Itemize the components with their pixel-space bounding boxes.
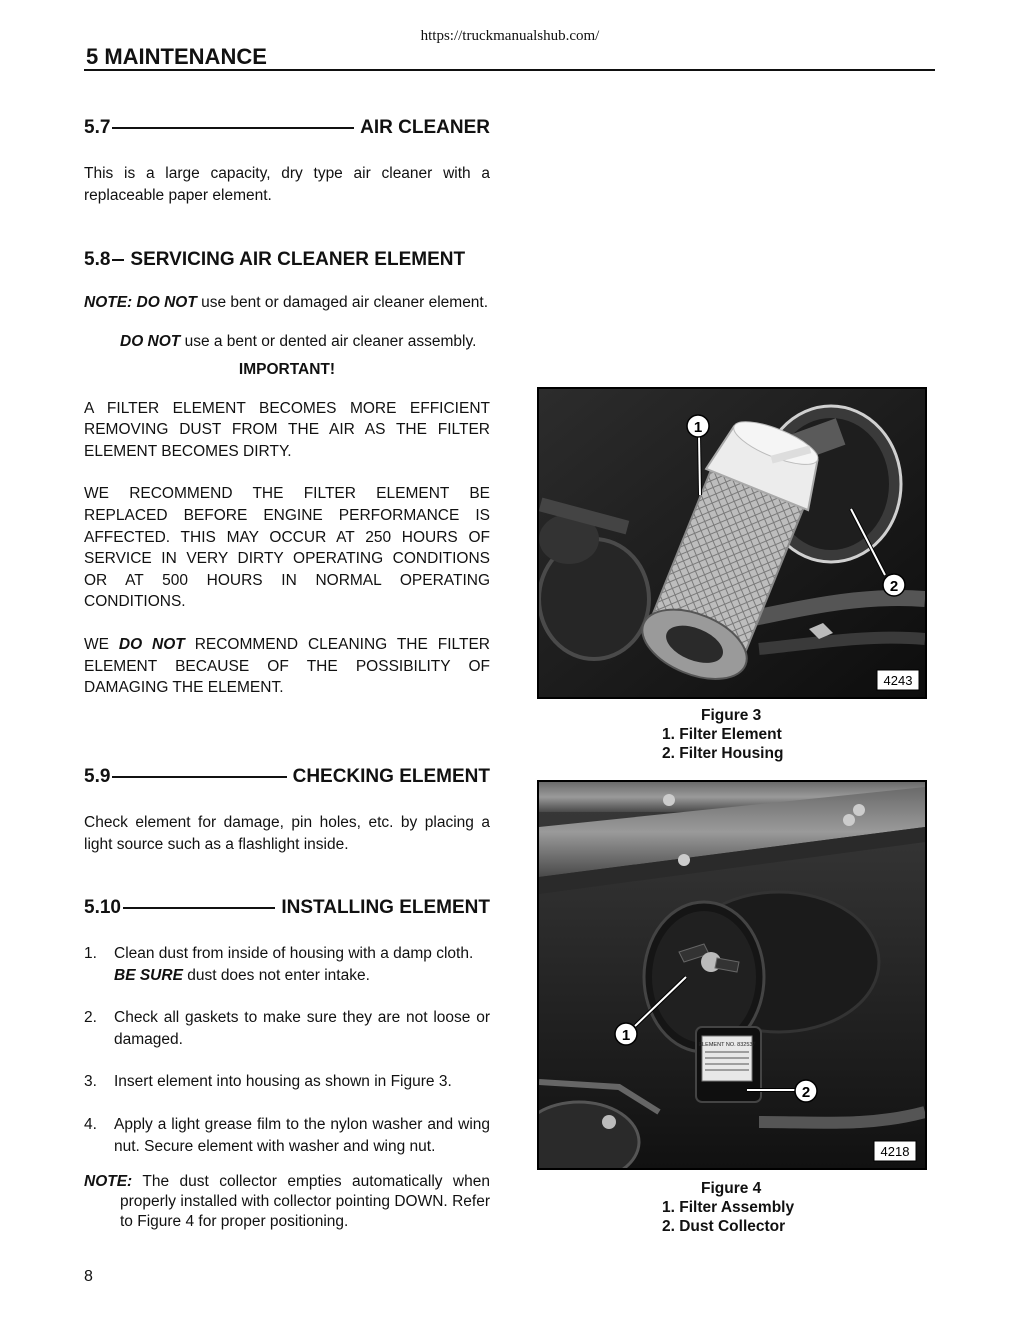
para-text: WE	[84, 635, 119, 653]
source-url[interactable]: https://truckmanualshub.com/	[420, 28, 600, 44]
section-number: 5.8	[84, 249, 111, 270]
filter-assembly-illustration	[539, 782, 925, 1168]
step-text: Check all gaskets to make sure they are not loose or damaged.	[114, 1009, 490, 1048]
heading-rule	[112, 127, 354, 129]
section-5-10	[84, 897, 490, 1232]
note-text: use bent or damaged air cleaner element.	[196, 294, 489, 311]
callout-2-label: 2	[889, 578, 899, 595]
figure-id: 4218	[880, 1144, 910, 1159]
figure-caption-item: 2. Filter Housing	[662, 745, 784, 762]
section-body: This is a large capacity, dry type air cleaner with a replaceable paper element.	[84, 165, 490, 204]
donot-label: DO NOT	[120, 333, 181, 350]
section-title: AIR CLEANER	[360, 117, 490, 138]
figure-3-photo	[537, 387, 927, 699]
section-title: CHECKING ELEMENT	[292, 766, 490, 787]
note	[84, 1172, 490, 1232]
section-title: SERVICING AIR CLEANER ELEMENT	[130, 249, 466, 270]
donot-line	[84, 331, 490, 353]
important-para-3	[84, 634, 490, 699]
figure-caption-item: 1. Filter Assembly	[662, 1199, 795, 1216]
heading-rule	[112, 776, 286, 778]
figure-id: 4243	[883, 673, 913, 688]
list-item	[84, 1114, 490, 1157]
element-label-text: ELEMENT NO. 832537	[698, 1042, 756, 1048]
section-number: 5.10	[84, 897, 121, 918]
header-rule	[84, 69, 935, 71]
note-label: NOTE: DO NOT	[84, 294, 197, 311]
list-item	[84, 1007, 490, 1050]
step-text-part: Clean dust from inside of housing with a damp cloth.	[114, 945, 474, 962]
step-text	[114, 943, 490, 986]
step-text: Apply a light grease film to the nylon washer and wing nut. Secure element with washer and wing nut.	[114, 1115, 490, 1155]
list-item	[84, 943, 490, 986]
donot-text: use a bent or dented air cleaner assembly.	[180, 333, 477, 350]
page-number: 8	[84, 1268, 93, 1285]
figure-4-photo	[537, 780, 927, 1170]
filter-element-illustration	[539, 389, 925, 697]
section-5-9	[84, 766, 490, 855]
chapter-title: 5 MAINTENANCE	[86, 44, 267, 69]
callout-2-label: 2	[801, 1084, 811, 1101]
step-number: 1.	[84, 945, 97, 962]
note-label: NOTE:	[84, 1173, 133, 1191]
list-item	[84, 1071, 490, 1093]
section-number: 5.7	[84, 117, 111, 138]
figure-4-caption	[662, 1179, 832, 1236]
section-heading	[84, 897, 490, 919]
section-heading	[84, 766, 490, 788]
heading-rule	[112, 259, 124, 261]
important-heading: IMPORTANT!	[238, 360, 336, 378]
step-number: 3.	[84, 1073, 97, 1091]
note-text: The dust collector empties automatically when properly installed with collector pointing DOWN. Refer to Figure 4 for proper positioning.	[120, 1173, 490, 1231]
step-number: 2.	[84, 1009, 97, 1027]
section-heading	[84, 249, 490, 271]
para-text: RECOMMEND CLEANING THE FILTER ELEMENT BECAUSE OF THE POSSIBILITY OF DAMAGING THE ELEMENT.	[84, 635, 490, 697]
figure-caption-item: 1. Filter Element	[662, 726, 782, 743]
callout-1-label: 1	[693, 419, 703, 436]
section-heading	[84, 117, 490, 139]
figure-caption-title: Figure 3	[701, 707, 762, 724]
step-emphasis: BE SURE	[114, 966, 183, 984]
note	[84, 293, 490, 313]
steps-list	[84, 943, 490, 1157]
step-text: Insert element into housing as shown in Figure 3.	[114, 1073, 452, 1091]
para-emphasis: DO NOT	[118, 635, 185, 653]
step-number: 4.	[84, 1115, 97, 1133]
callout-1-label: 1	[621, 1027, 631, 1044]
important-para-1: A FILTER ELEMENT BECOMES MORE EFFICIENT REMOVING DUST FROM THE AIR AS THE FILTER ELEMENT BECOMES DIRTY.	[84, 399, 490, 460]
heading-rule	[123, 907, 275, 909]
figure-caption-title: Figure 4	[701, 1180, 762, 1197]
figure-3-caption	[662, 706, 832, 763]
figure-caption-item: 2. Dust Collector	[662, 1218, 786, 1235]
important-para-2: WE RECOMMEND THE FILTER ELEMENT BE REPLACED BEFORE ENGINE PERFORMANCE IS AFFECTED. THIS MAY OCCUR AT 250 HOURS OF SERVICE IN VERY DIRTY OPERATING CONDITIONS OR AT 500 HOURS IN NORMAL OPERATING CONDITIONS.	[84, 485, 490, 611]
section-5-7	[84, 117, 490, 206]
section-body: Check element for damage, pin holes, etc. by placing a light source such as a flashlight inside.	[84, 814, 490, 853]
section-5-8	[84, 249, 490, 699]
section-number: 5.9	[84, 766, 111, 787]
section-title: INSTALLING ELEMENT	[281, 897, 490, 918]
step-text-part: dust does not enter intake.	[182, 966, 370, 984]
